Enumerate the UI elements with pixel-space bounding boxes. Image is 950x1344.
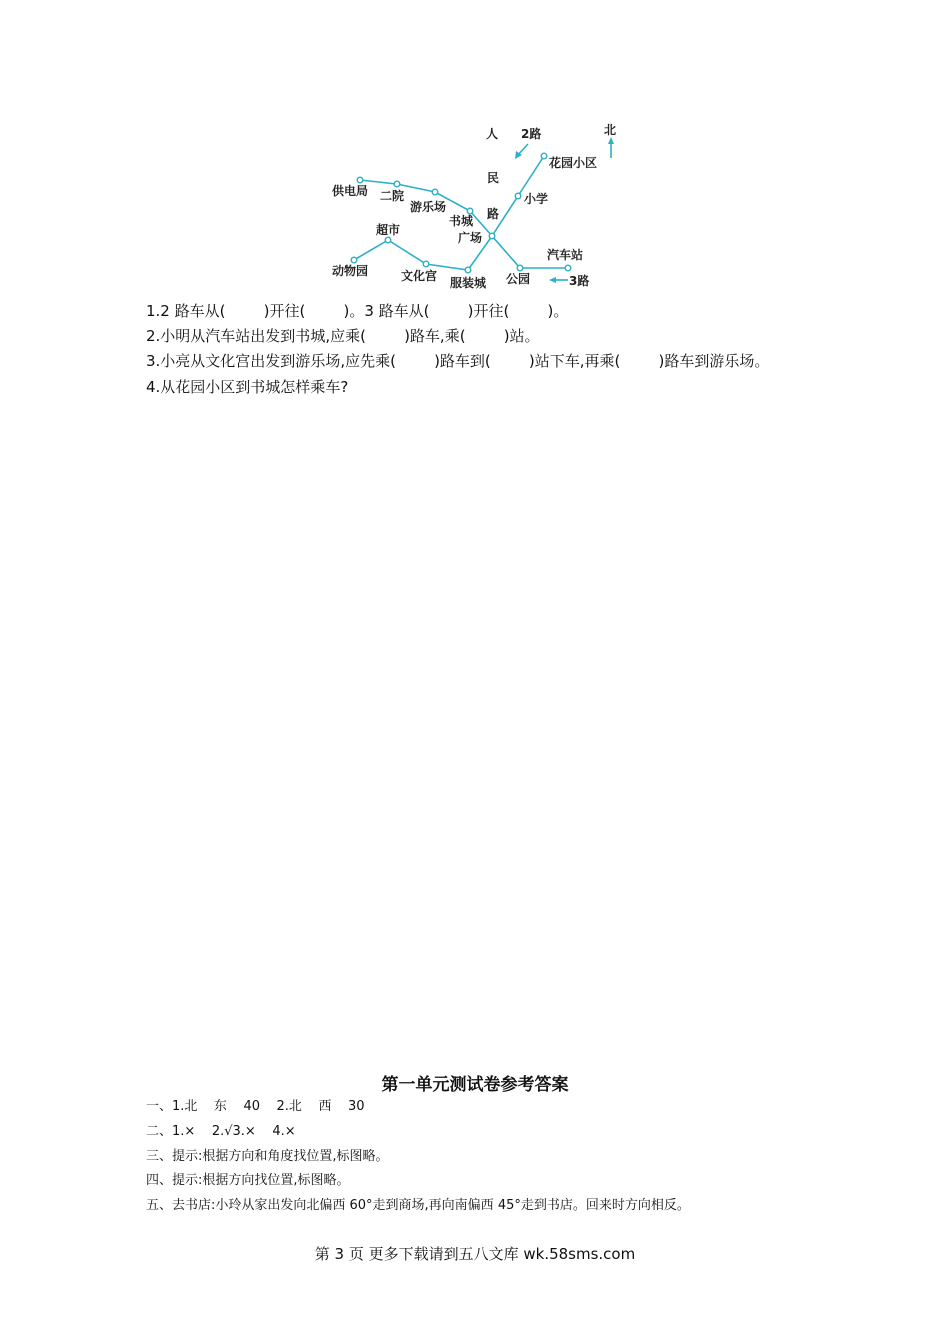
station-label-eryuan: 二院 — [380, 189, 405, 203]
station-label-dongwuyuan: 动物园 — [332, 264, 369, 278]
station-label-shucheng: 书城 — [449, 214, 474, 228]
answer-line: 二、1.× 2.√3.× 4.× — [146, 1124, 296, 1139]
question-1: 1.2 路车从( )开往( )。3 路车从( )开往( )。 — [146, 302, 569, 320]
station-dot — [489, 233, 495, 239]
station-label-xiaoxue: 小学 — [524, 192, 549, 206]
station-dot — [565, 265, 571, 271]
route2-arrow-icon — [515, 144, 528, 159]
station-dot — [517, 265, 523, 271]
station-label-youlechang: 游乐场 — [410, 200, 447, 214]
station-label-wenhuagong: 文化宫 — [401, 269, 438, 283]
page-footer: 第 3 页 更多下载请到五八文库 wk.58sms.com — [314, 1245, 636, 1263]
station-dot — [394, 181, 400, 187]
answer-line: 五、去书店:小玲从家出发向北偏西 60°走到商场,再向南偏西 45°走到书店。回来时方向相反。 — [146, 1198, 690, 1213]
station-dot — [467, 208, 473, 214]
station-dot — [515, 193, 521, 199]
question-2: 2.小明从汽车站出发到书城,应乘( )路车,乘( )站。 — [146, 327, 540, 345]
station-label-fuzhuangcheng: 服装城 — [450, 276, 487, 290]
question-4: 4.从花园小区到书城怎样乘车? — [146, 378, 349, 396]
station-dot — [465, 267, 471, 273]
road-name-char: 民 — [487, 171, 500, 185]
station-dot — [357, 177, 363, 183]
road-name-char: 人 — [486, 127, 499, 141]
station-dots — [351, 153, 571, 273]
north-label: 北 — [604, 123, 617, 137]
route2-label: 2路 — [521, 127, 542, 141]
station-label-gongyuan: 公园 — [506, 272, 531, 286]
station-label-chaoshi: 超市 — [376, 223, 401, 237]
answer-line: 三、提示:根据方向和角度找位置,标图略。 — [146, 1149, 389, 1164]
north-arrow-icon — [608, 137, 614, 158]
station-dot — [351, 257, 357, 263]
route3-label: 3路 — [569, 274, 590, 288]
station-dot — [432, 189, 438, 195]
answer-title: 第一单元测试卷参考答案 — [381, 1075, 569, 1095]
station-label-huayuan: 花园小区 — [549, 156, 598, 170]
answer-line: 一、1.北 东 40 2.北 西 30 — [146, 1099, 365, 1114]
station-dot — [423, 261, 429, 267]
route3-arrow-icon — [549, 277, 568, 283]
station-dot — [541, 153, 547, 159]
station-label-qichezhan: 汽车站 — [547, 248, 584, 262]
road-name-char: 路 — [487, 207, 500, 221]
answer-line: 四、提示:根据方向找位置,标图略。 — [146, 1173, 350, 1188]
station-label-gongdianju: 供电局 — [332, 184, 369, 198]
station-label-guangchang: 广场 — [458, 231, 483, 245]
station-dot — [385, 237, 391, 243]
bus-route-map — [320, 118, 620, 293]
question-3: 3.小亮从文化宫出发到游乐场,应先乘( )路车到( )站下车,再乘( )路车到游乐场。 — [146, 352, 770, 370]
